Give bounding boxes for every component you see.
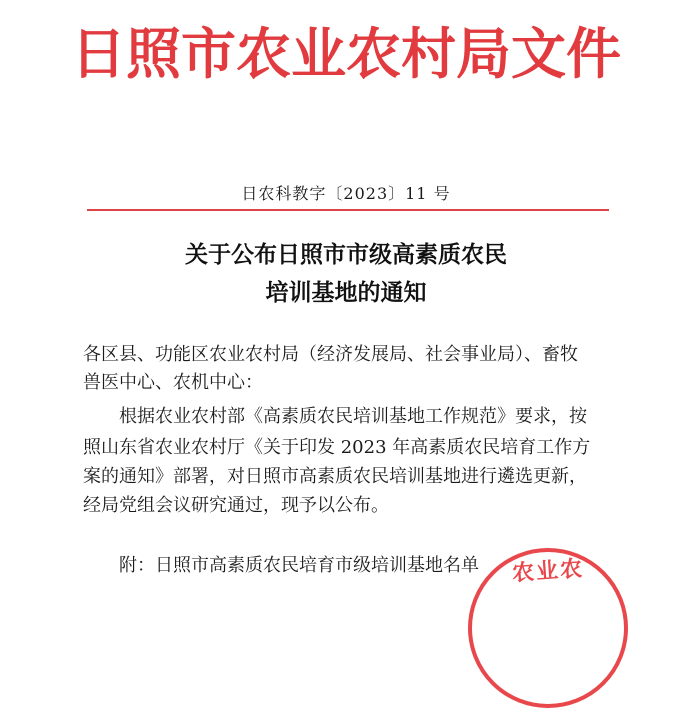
document-number: 日农科教字〔2023〕11 号 (241, 184, 451, 203)
body-paragraph-line-4: 经局党组会议研究通过，现予以公布。 (83, 495, 389, 516)
red-divider-line (87, 209, 609, 211)
body-paragraph-line-2: 照山东省农业农村厅《关于印发 2023 年高素质农民培育工作方 (83, 437, 591, 458)
seal-text: 农业农 (511, 556, 585, 587)
official-seal-stamp (468, 548, 628, 708)
recipients-line-1: 各区县、功能区农业农村局（经济发展局、社会事业局）、畜牧 (83, 344, 578, 365)
recipients-line-2: 兽医中心、农机中心： (83, 372, 263, 393)
body-paragraph-line-3: 案的通知》部署，对日照市高素质农民培训基地进行遴选更新， (83, 466, 587, 487)
document-title-line-2: 培训基地的通知 (265, 280, 427, 306)
issuer-header-title: 日照市农业农村局文件 (70, 22, 621, 86)
body-paragraph-line-1: 根据农业农村部《高素质农民培训基地工作规范》要求，按 (119, 406, 587, 427)
attachment-line: 附：日照市高素质农民培育市级培训基地名单 (119, 555, 479, 576)
document-title-line-1: 关于公布日照市市级高素质农民 (185, 242, 507, 268)
